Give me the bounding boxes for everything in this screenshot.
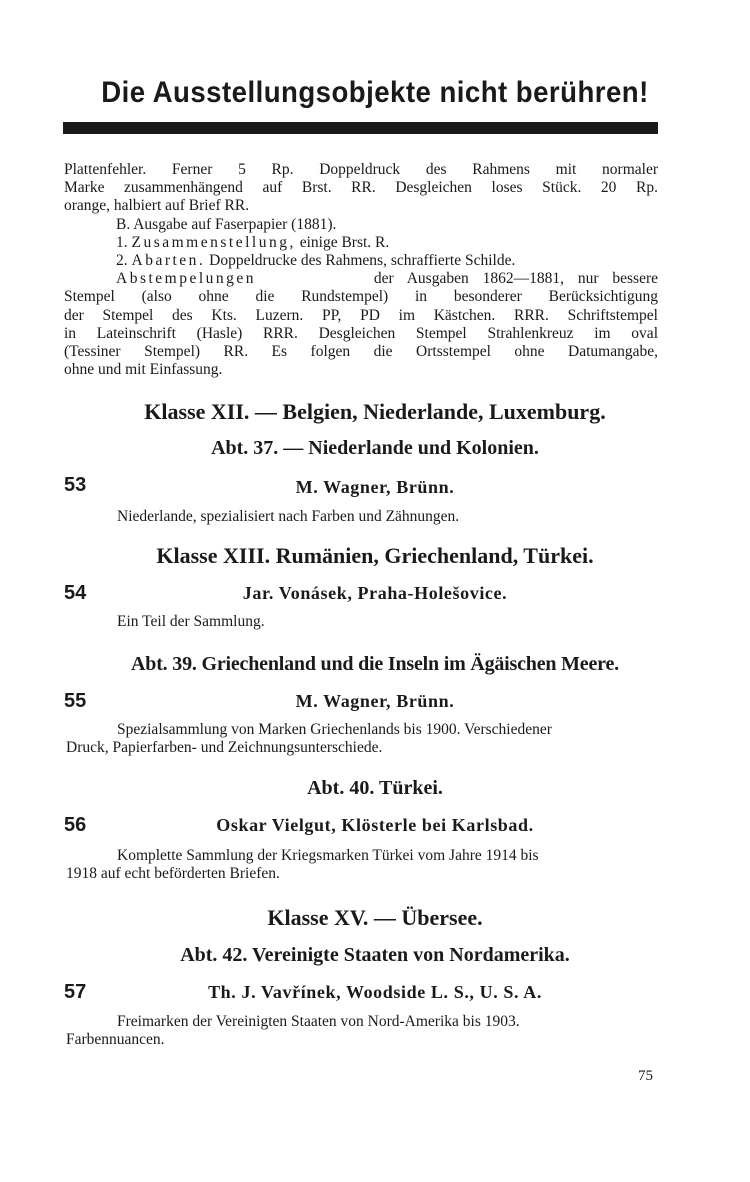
warning-banner: Die Ausstellungsobjekte nicht berühren! [101,76,649,109]
banner-rule [63,122,658,134]
spaced-term: Zusammenstellung, [131,233,296,251]
intro-line: ohne und mit Einfassung. [64,361,223,379]
intro-paragraph [64,161,658,379]
intro-line: in Lateinschrift (Hasle) RRR. Desgleichen Stempel Strahlenkreuz im oval [64,324,658,342]
spaced-term: Abarten. [131,252,206,270]
section-heading-klasse-13: Klasse XIII. Rumänien, Griechenland, Türkei. [156,543,594,568]
intro-line [64,234,658,252]
spaced-term: Abstempelungen [116,270,257,288]
entry-number: 54 [64,582,87,604]
exhibitor-name: Th. J. Vavřínek, Woodside L. S., U. S. A. [208,982,542,1002]
entry-description: Komplette Sammlung der Kriegsmarken Türkei vom Jahre 1914 bis [117,847,539,864]
subsection-heading-abt-39: Abt. 39. Griechenland und die Inseln im Ägäischen Meere. [131,653,619,675]
entry-description: Spezialsammlung von Marken Griechenlands bis 1900. Verschiedener [117,721,552,738]
section-heading-klasse-12: Klasse XII. — Belgien, Niederlande, Luxemburg. [144,399,606,424]
intro-line: Stempel (also ohne die Rundstempel) in besonderer Berücksichtigung [64,288,658,306]
intro-line [64,270,658,288]
intro-line: Plattenfehler. Ferner 5 Rp. Doppeldruck des Rahmens mit normaler [64,161,658,178]
entry-number: 53 [64,474,87,496]
intro-line: der Stempel des Kts. Luzern. PP, PD im Kästchen. RRR. Schriftstempel [64,306,658,324]
exhibitor-name: M. Wagner, Brünn. [295,477,455,497]
intro-line: Marke zusammenhängend auf Brst. RR. Desgleichen loses Stück. 20 Rp. [64,179,658,197]
line-text: der Ausgaben 1862—1881, nur bessere [360,270,658,288]
entry-number: 55 [64,690,87,712]
section-heading-klasse-15: Klasse XV. — Übersee. [267,905,483,930]
entry-description: 1918 auf echt beförderten Briefen. [66,865,280,882]
entry-description: Farbennuancen. [66,1031,165,1048]
subsection-heading-abt-42: Abt. 42. Vereinigte Staaten von Nordamerika. [180,944,570,966]
subsection-heading-abt-40: Abt. 40. Türkei. [307,777,443,799]
exhibitor-name: Jar. Vonásek, Praha-Holešovice. [242,583,508,603]
intro-line: (Tessiner Stempel) RR. Es folgen die Ortsstempel ohne Datumangabe, [64,343,658,361]
entry-description: Niederlande, spezialisiert nach Farben und Zähnungen. [117,508,460,525]
entry-number: 56 [64,814,87,836]
intro-line [64,252,658,270]
entry-description: Ein Teil der Sammlung. [117,613,265,630]
line-text: einige Brst. R. [295,233,390,251]
entry-description: Druck, Papierfarben- und Zeichnungsunterschiede. [66,739,383,756]
subsection-heading-abt-37: Abt. 37. — Niederlande und Kolonien. [211,437,539,459]
line-text: Doppeldrucke des Rahmens, schraffierte Schilde. [205,252,516,270]
intro-line: orange, halbiert auf Brief RR. [64,197,250,215]
entry-description: Freimarken der Vereinigten Staaten von Nord-Amerika bis 1903. [117,1013,520,1030]
intro-line: B. Ausgabe auf Faserpapier (1881). [116,215,337,233]
page-number: 75 [638,1068,653,1084]
exhibitor-name: M. Wagner, Brünn. [295,691,455,711]
list-marker: 2. [116,252,132,270]
list-marker: 1. [116,233,132,251]
entry-number: 57 [64,981,87,1003]
exhibitor-name: Oskar Vielgut, Klösterle bei Karlsbad. [216,815,534,835]
